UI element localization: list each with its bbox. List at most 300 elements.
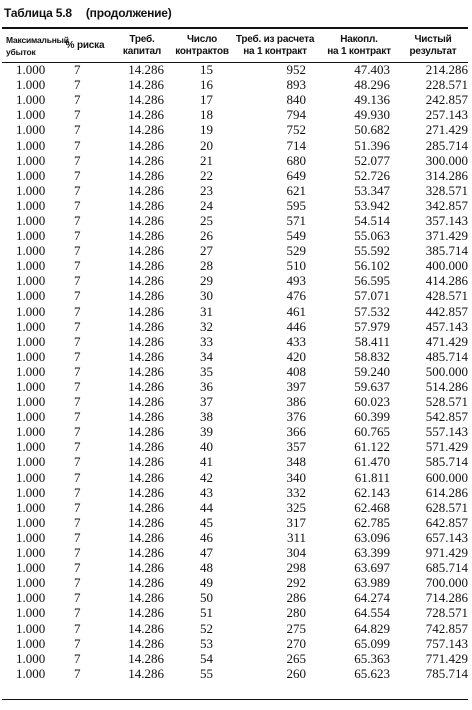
cell-risk-percent: 7 — [74, 152, 81, 168]
cell-required-capital: 14.286 — [128, 424, 164, 440]
cell-required-capital: 14.286 — [128, 228, 164, 244]
cell-accumulated-per-contract: 64.274 — [354, 590, 390, 606]
cell-required-per-contract: 317 — [286, 514, 306, 530]
cell-risk-percent: 7 — [74, 379, 81, 395]
cell-accumulated-per-contract: 61.811 — [354, 469, 390, 485]
cell-required-per-contract: 275 — [286, 620, 306, 636]
cell-required-capital: 14.286 — [128, 318, 164, 334]
cell-accumulated-per-contract: 48.296 — [354, 77, 390, 93]
table-row — [2, 605, 468, 620]
table-row — [2, 288, 468, 303]
cell-risk-percent: 7 — [74, 575, 81, 591]
table-row — [2, 485, 468, 500]
cell-required-capital: 14.286 — [128, 560, 164, 576]
table-row — [2, 349, 468, 364]
cell-risk-percent: 7 — [74, 62, 81, 78]
table-row — [2, 228, 468, 243]
cell-contracts: 24 — [200, 197, 213, 213]
cell-accumulated-per-contract: 56.102 — [354, 258, 390, 274]
table-row — [2, 515, 468, 530]
cell-required-per-contract: 304 — [286, 545, 306, 561]
cell-accumulated-per-contract: 57.532 — [354, 303, 390, 319]
cell-max-loss: 1.000 — [16, 620, 46, 636]
cell-required-capital: 14.286 — [128, 665, 164, 681]
cell-required-per-contract: 649 — [286, 167, 306, 183]
cell-required-capital: 14.286 — [128, 650, 164, 666]
cell-contracts: 41 — [200, 454, 213, 470]
cell-contracts: 26 — [200, 228, 213, 244]
cell-accumulated-per-contract: 64.829 — [354, 620, 390, 636]
table-row — [2, 560, 468, 575]
cell-required-capital: 14.286 — [128, 394, 164, 410]
cell-accumulated-per-contract: 52.726 — [354, 167, 390, 183]
cell-required-per-contract: 397 — [286, 379, 306, 395]
cell-required-per-contract: 298 — [286, 560, 306, 576]
header-row — [2, 30, 468, 62]
cell-contracts: 30 — [200, 288, 213, 304]
cell-risk-percent: 7 — [74, 122, 81, 138]
cell-net-result: 714.286 — [425, 590, 468, 606]
cell-risk-percent: 7 — [74, 77, 81, 93]
table-number: Таблица 5.8 — [4, 6, 72, 20]
table-row — [2, 153, 468, 168]
table-row — [2, 439, 468, 454]
table-row — [2, 334, 468, 349]
cell-net-result: 785.714 — [425, 665, 468, 681]
cell-net-result: 642.857 — [425, 514, 468, 530]
cell-required-capital: 14.286 — [128, 620, 164, 636]
cell-net-result: 242.857 — [425, 92, 468, 108]
cell-max-loss: 1.000 — [16, 273, 46, 289]
cell-risk-percent: 7 — [74, 484, 81, 500]
table-row — [2, 409, 468, 424]
table-row — [2, 243, 468, 258]
cell-accumulated-per-contract: 63.399 — [354, 545, 390, 561]
cell-net-result: 342.857 — [425, 197, 468, 213]
cell-contracts: 16 — [200, 77, 213, 93]
cell-required-per-contract: 348 — [286, 454, 306, 470]
cell-required-capital: 14.286 — [128, 575, 164, 591]
cell-contracts: 52 — [200, 620, 213, 636]
cell-max-loss: 1.000 — [16, 379, 46, 395]
cell-risk-percent: 7 — [74, 424, 81, 440]
cell-net-result: 271.429 — [425, 122, 468, 138]
cell-contracts: 53 — [200, 635, 213, 651]
cell-max-loss: 1.000 — [16, 605, 46, 621]
cell-accumulated-per-contract: 47.403 — [354, 62, 390, 78]
header-required-per-contract: Треб. из расчета на 1 контракт — [235, 34, 315, 57]
cell-max-loss: 1.000 — [16, 529, 46, 545]
cell-net-result: 657.143 — [425, 529, 468, 545]
table-row — [2, 364, 468, 379]
table-body — [2, 62, 468, 681]
cell-risk-percent: 7 — [74, 439, 81, 455]
cell-max-loss: 1.000 — [16, 439, 46, 455]
cell-contracts: 32 — [200, 318, 213, 334]
cell-risk-percent: 7 — [74, 454, 81, 470]
table-row — [2, 470, 468, 485]
cell-net-result: 214.286 — [425, 62, 468, 78]
cell-required-capital: 14.286 — [128, 243, 164, 259]
cell-risk-percent: 7 — [74, 394, 81, 410]
table-row — [2, 319, 468, 334]
cell-contracts: 20 — [200, 137, 213, 153]
cell-contracts: 50 — [200, 590, 213, 606]
cell-risk-percent: 7 — [74, 212, 81, 228]
cell-required-capital: 14.286 — [128, 379, 164, 395]
cell-max-loss: 1.000 — [16, 197, 46, 213]
cell-net-result: 400.000 — [425, 258, 468, 274]
cell-risk-percent: 7 — [74, 182, 81, 198]
cell-risk-percent: 7 — [74, 273, 81, 289]
cell-risk-percent: 7 — [74, 529, 81, 545]
table-row — [2, 500, 468, 515]
cell-risk-percent: 7 — [74, 605, 81, 621]
cell-net-result: 414.286 — [425, 273, 468, 289]
cell-risk-percent: 7 — [74, 303, 81, 319]
cell-net-result: 457.143 — [425, 318, 468, 334]
cell-required-per-contract: 510 — [286, 258, 306, 274]
cell-net-result: 442.857 — [425, 303, 468, 319]
cell-risk-percent: 7 — [74, 107, 81, 123]
cell-accumulated-per-contract: 49.930 — [354, 107, 390, 123]
table-row — [2, 666, 468, 681]
cell-accumulated-per-contract: 54.514 — [354, 212, 390, 228]
table-row — [2, 62, 468, 77]
cell-net-result: 357.143 — [425, 212, 468, 228]
table-row — [2, 651, 468, 666]
cell-max-loss: 1.000 — [16, 92, 46, 108]
cell-required-capital: 14.286 — [128, 454, 164, 470]
bottom-rule — [2, 699, 468, 700]
cell-risk-percent: 7 — [74, 92, 81, 108]
table-row — [2, 92, 468, 107]
cell-contracts: 48 — [200, 560, 213, 576]
cell-max-loss: 1.000 — [16, 288, 46, 304]
cell-contracts: 31 — [200, 303, 213, 319]
cell-required-per-contract: 952 — [286, 62, 306, 78]
cell-risk-percent: 7 — [74, 228, 81, 244]
cell-contracts: 40 — [200, 439, 213, 455]
cell-risk-percent: 7 — [74, 333, 81, 349]
cell-required-per-contract: 595 — [286, 197, 306, 213]
cell-required-capital: 14.286 — [128, 545, 164, 561]
cell-contracts: 28 — [200, 258, 213, 274]
cell-net-result: 314.286 — [425, 167, 468, 183]
cell-max-loss: 1.000 — [16, 560, 46, 576]
cell-required-per-contract: 752 — [286, 122, 306, 138]
table-row — [2, 304, 468, 319]
cell-required-capital: 14.286 — [128, 258, 164, 274]
cell-contracts: 27 — [200, 243, 213, 259]
table-row — [2, 424, 468, 439]
cell-contracts: 23 — [200, 182, 213, 198]
header-contracts: Число контрактов — [175, 34, 229, 57]
cell-required-capital: 14.286 — [128, 514, 164, 530]
cell-required-per-contract: 680 — [286, 152, 306, 168]
cell-risk-percent: 7 — [74, 469, 81, 485]
table-row — [2, 530, 468, 545]
cell-max-loss: 1.000 — [16, 635, 46, 651]
cell-max-loss: 1.000 — [16, 545, 46, 561]
table-row — [2, 575, 468, 590]
cell-accumulated-per-contract: 61.122 — [354, 439, 390, 455]
cell-max-loss: 1.000 — [16, 333, 46, 349]
cell-net-result: 257.143 — [425, 107, 468, 123]
cell-max-loss: 1.000 — [16, 182, 46, 198]
table-row — [2, 77, 468, 92]
cell-required-per-contract: 265 — [286, 650, 306, 666]
cell-contracts: 49 — [200, 575, 213, 591]
cell-max-loss: 1.000 — [16, 258, 46, 274]
cell-max-loss: 1.000 — [16, 650, 46, 666]
cell-accumulated-per-contract: 61.470 — [354, 454, 390, 470]
cell-risk-percent: 7 — [74, 620, 81, 636]
table-row — [2, 620, 468, 635]
table-row — [2, 258, 468, 273]
cell-accumulated-per-contract: 63.989 — [354, 575, 390, 591]
cell-required-per-contract: 461 — [286, 303, 306, 319]
cell-accumulated-per-contract: 59.240 — [354, 363, 390, 379]
cell-required-per-contract: 292 — [286, 575, 306, 591]
cell-required-per-contract: 366 — [286, 424, 306, 440]
cell-accumulated-per-contract: 64.554 — [354, 605, 390, 621]
table-row — [2, 183, 468, 198]
cell-net-result: 700.000 — [425, 575, 468, 591]
cell-accumulated-per-contract: 60.399 — [354, 409, 390, 425]
cell-required-per-contract: 529 — [286, 243, 306, 259]
cell-required-per-contract: 476 — [286, 288, 306, 304]
cell-risk-percent: 7 — [74, 590, 81, 606]
cell-required-per-contract: 260 — [286, 665, 306, 681]
cell-net-result: 471.429 — [425, 333, 468, 349]
cell-required-capital: 14.286 — [128, 590, 164, 606]
cell-required-capital: 14.286 — [128, 333, 164, 349]
table-row — [2, 379, 468, 394]
cell-max-loss: 1.000 — [16, 499, 46, 515]
cell-contracts: 35 — [200, 363, 213, 379]
cell-risk-percent: 7 — [74, 258, 81, 274]
cell-accumulated-per-contract: 62.468 — [354, 499, 390, 515]
cell-accumulated-per-contract: 63.096 — [354, 529, 390, 545]
cell-accumulated-per-contract: 60.023 — [354, 394, 390, 410]
cell-required-capital: 14.286 — [128, 635, 164, 651]
cell-net-result: 614.286 — [425, 484, 468, 500]
cell-net-result: 500.000 — [425, 363, 468, 379]
cell-risk-percent: 7 — [74, 137, 81, 153]
cell-required-per-contract: 286 — [286, 590, 306, 606]
cell-contracts: 29 — [200, 273, 213, 289]
cell-contracts: 43 — [200, 484, 213, 500]
cell-max-loss: 1.000 — [16, 107, 46, 123]
cell-net-result: 757.143 — [425, 635, 468, 651]
table-row — [2, 273, 468, 288]
cell-required-per-contract: 420 — [286, 348, 306, 364]
cell-max-loss: 1.000 — [16, 454, 46, 470]
data-table — [2, 30, 468, 681]
cell-required-per-contract: 332 — [286, 484, 306, 500]
cell-accumulated-per-contract: 62.143 — [354, 484, 390, 500]
cell-contracts: 15 — [200, 62, 213, 78]
table-caption — [4, 6, 172, 20]
cell-max-loss: 1.000 — [16, 348, 46, 364]
cell-max-loss: 1.000 — [16, 394, 46, 410]
cell-accumulated-per-contract: 53.942 — [354, 197, 390, 213]
cell-risk-percent: 7 — [74, 514, 81, 530]
table-row — [2, 107, 468, 122]
table-row — [2, 137, 468, 152]
cell-required-per-contract: 840 — [286, 92, 306, 108]
cell-accumulated-per-contract: 55.592 — [354, 243, 390, 259]
cell-max-loss: 1.000 — [16, 228, 46, 244]
cell-required-per-contract: 549 — [286, 228, 306, 244]
cell-required-capital: 14.286 — [128, 122, 164, 138]
cell-max-loss: 1.000 — [16, 318, 46, 334]
cell-risk-percent: 7 — [74, 665, 81, 681]
cell-required-capital: 14.286 — [128, 182, 164, 198]
cell-required-capital: 14.286 — [128, 212, 164, 228]
cell-risk-percent: 7 — [74, 318, 81, 334]
cell-required-per-contract: 386 — [286, 394, 306, 410]
cell-required-per-contract: 446 — [286, 318, 306, 334]
cell-net-result: 685.714 — [425, 560, 468, 576]
cell-net-result: 514.286 — [425, 379, 468, 395]
cell-contracts: 33 — [200, 333, 213, 349]
cell-contracts: 39 — [200, 424, 213, 440]
cell-accumulated-per-contract: 57.979 — [354, 318, 390, 334]
cell-max-loss: 1.000 — [16, 665, 46, 681]
cell-accumulated-per-contract: 65.623 — [354, 665, 390, 681]
table-continued-label: (продолжение) — [85, 6, 172, 20]
cell-net-result: 600.000 — [425, 469, 468, 485]
cell-contracts: 18 — [200, 107, 213, 123]
cell-risk-percent: 7 — [74, 635, 81, 651]
table-row — [2, 213, 468, 228]
cell-net-result: 300.000 — [425, 152, 468, 168]
cell-risk-percent: 7 — [74, 560, 81, 576]
cell-required-capital: 14.286 — [128, 152, 164, 168]
cell-required-capital: 14.286 — [128, 107, 164, 123]
header-risk-percent: % риска — [65, 40, 105, 51]
header-max-loss: Максимальный убыток — [6, 35, 69, 57]
cell-required-capital: 14.286 — [128, 137, 164, 153]
cell-required-per-contract: 270 — [286, 635, 306, 651]
cell-contracts: 22 — [200, 167, 213, 183]
table-row — [2, 636, 468, 651]
cell-risk-percent: 7 — [74, 545, 81, 561]
cell-net-result: 728.571 — [425, 605, 468, 621]
header-accumulated-per-contract: Накопл. на 1 контракт — [327, 34, 391, 57]
cell-max-loss: 1.000 — [16, 363, 46, 379]
cell-net-result: 485.714 — [425, 348, 468, 364]
cell-net-result: 971.429 — [425, 545, 468, 561]
cell-required-capital: 14.286 — [128, 197, 164, 213]
cell-net-result: 385.714 — [425, 243, 468, 259]
cell-required-per-contract: 280 — [286, 605, 306, 621]
cell-accumulated-per-contract: 49.136 — [354, 92, 390, 108]
cell-accumulated-per-contract: 65.363 — [354, 650, 390, 666]
cell-max-loss: 1.000 — [16, 303, 46, 319]
cell-contracts: 42 — [200, 469, 213, 485]
cell-accumulated-per-contract: 56.595 — [354, 273, 390, 289]
cell-required-capital: 14.286 — [128, 167, 164, 183]
cell-contracts: 25 — [200, 212, 213, 228]
table-row — [2, 454, 468, 469]
cell-required-capital: 14.286 — [128, 62, 164, 78]
cell-risk-percent: 7 — [74, 288, 81, 304]
cell-required-per-contract: 325 — [286, 499, 306, 515]
cell-accumulated-per-contract: 51.396 — [354, 137, 390, 153]
cell-net-result: 742.857 — [425, 620, 468, 636]
cell-net-result: 285.714 — [425, 137, 468, 153]
cell-contracts: 21 — [200, 152, 213, 168]
table-row — [2, 198, 468, 213]
cell-required-per-contract: 357 — [286, 439, 306, 455]
cell-risk-percent: 7 — [74, 409, 81, 425]
cell-required-per-contract: 794 — [286, 107, 306, 123]
cell-max-loss: 1.000 — [16, 469, 46, 485]
cell-contracts: 38 — [200, 409, 213, 425]
cell-required-capital: 14.286 — [128, 484, 164, 500]
cell-net-result: 528.571 — [425, 394, 468, 410]
cell-risk-percent: 7 — [74, 499, 81, 515]
cell-accumulated-per-contract: 58.411 — [354, 333, 390, 349]
cell-contracts: 54 — [200, 650, 213, 666]
cell-accumulated-per-contract: 55.063 — [354, 228, 390, 244]
cell-required-capital: 14.286 — [128, 77, 164, 93]
cell-accumulated-per-contract: 60.765 — [354, 424, 390, 440]
cell-net-result: 428.571 — [425, 288, 468, 304]
cell-max-loss: 1.000 — [16, 514, 46, 530]
cell-net-result: 228.571 — [425, 77, 468, 93]
cell-required-per-contract: 493 — [286, 273, 306, 289]
cell-risk-percent: 7 — [74, 348, 81, 364]
cell-max-loss: 1.000 — [16, 152, 46, 168]
cell-required-per-contract: 408 — [286, 363, 306, 379]
cell-contracts: 46 — [200, 529, 213, 545]
cell-accumulated-per-contract: 53.347 — [354, 182, 390, 198]
cell-contracts: 55 — [200, 665, 213, 681]
cell-accumulated-per-contract: 57.071 — [354, 288, 390, 304]
cell-accumulated-per-contract: 58.832 — [354, 348, 390, 364]
cell-required-per-contract: 571 — [286, 212, 306, 228]
cell-risk-percent: 7 — [74, 363, 81, 379]
cell-risk-percent: 7 — [74, 167, 81, 183]
cell-net-result: 628.571 — [425, 499, 468, 515]
header-required-capital: Треб. капитал — [122, 34, 162, 57]
cell-required-per-contract: 340 — [286, 469, 306, 485]
cell-required-capital: 14.286 — [128, 469, 164, 485]
cell-max-loss: 1.000 — [16, 122, 46, 138]
cell-max-loss: 1.000 — [16, 212, 46, 228]
cell-required-per-contract: 311 — [286, 529, 306, 545]
table-row — [2, 168, 468, 183]
table-row — [2, 545, 468, 560]
cell-contracts: 44 — [200, 499, 213, 515]
cell-max-loss: 1.000 — [16, 167, 46, 183]
cell-accumulated-per-contract: 65.099 — [354, 635, 390, 651]
cell-required-capital: 14.286 — [128, 273, 164, 289]
cell-contracts: 51 — [200, 605, 213, 621]
cell-max-loss: 1.000 — [16, 409, 46, 425]
cell-contracts: 17 — [200, 92, 213, 108]
cell-required-per-contract: 893 — [286, 77, 306, 93]
cell-max-loss: 1.000 — [16, 137, 46, 153]
cell-contracts: 47 — [200, 545, 213, 561]
cell-accumulated-per-contract: 63.697 — [354, 560, 390, 576]
cell-accumulated-per-contract: 59.637 — [354, 379, 390, 395]
cell-required-capital: 14.286 — [128, 499, 164, 515]
